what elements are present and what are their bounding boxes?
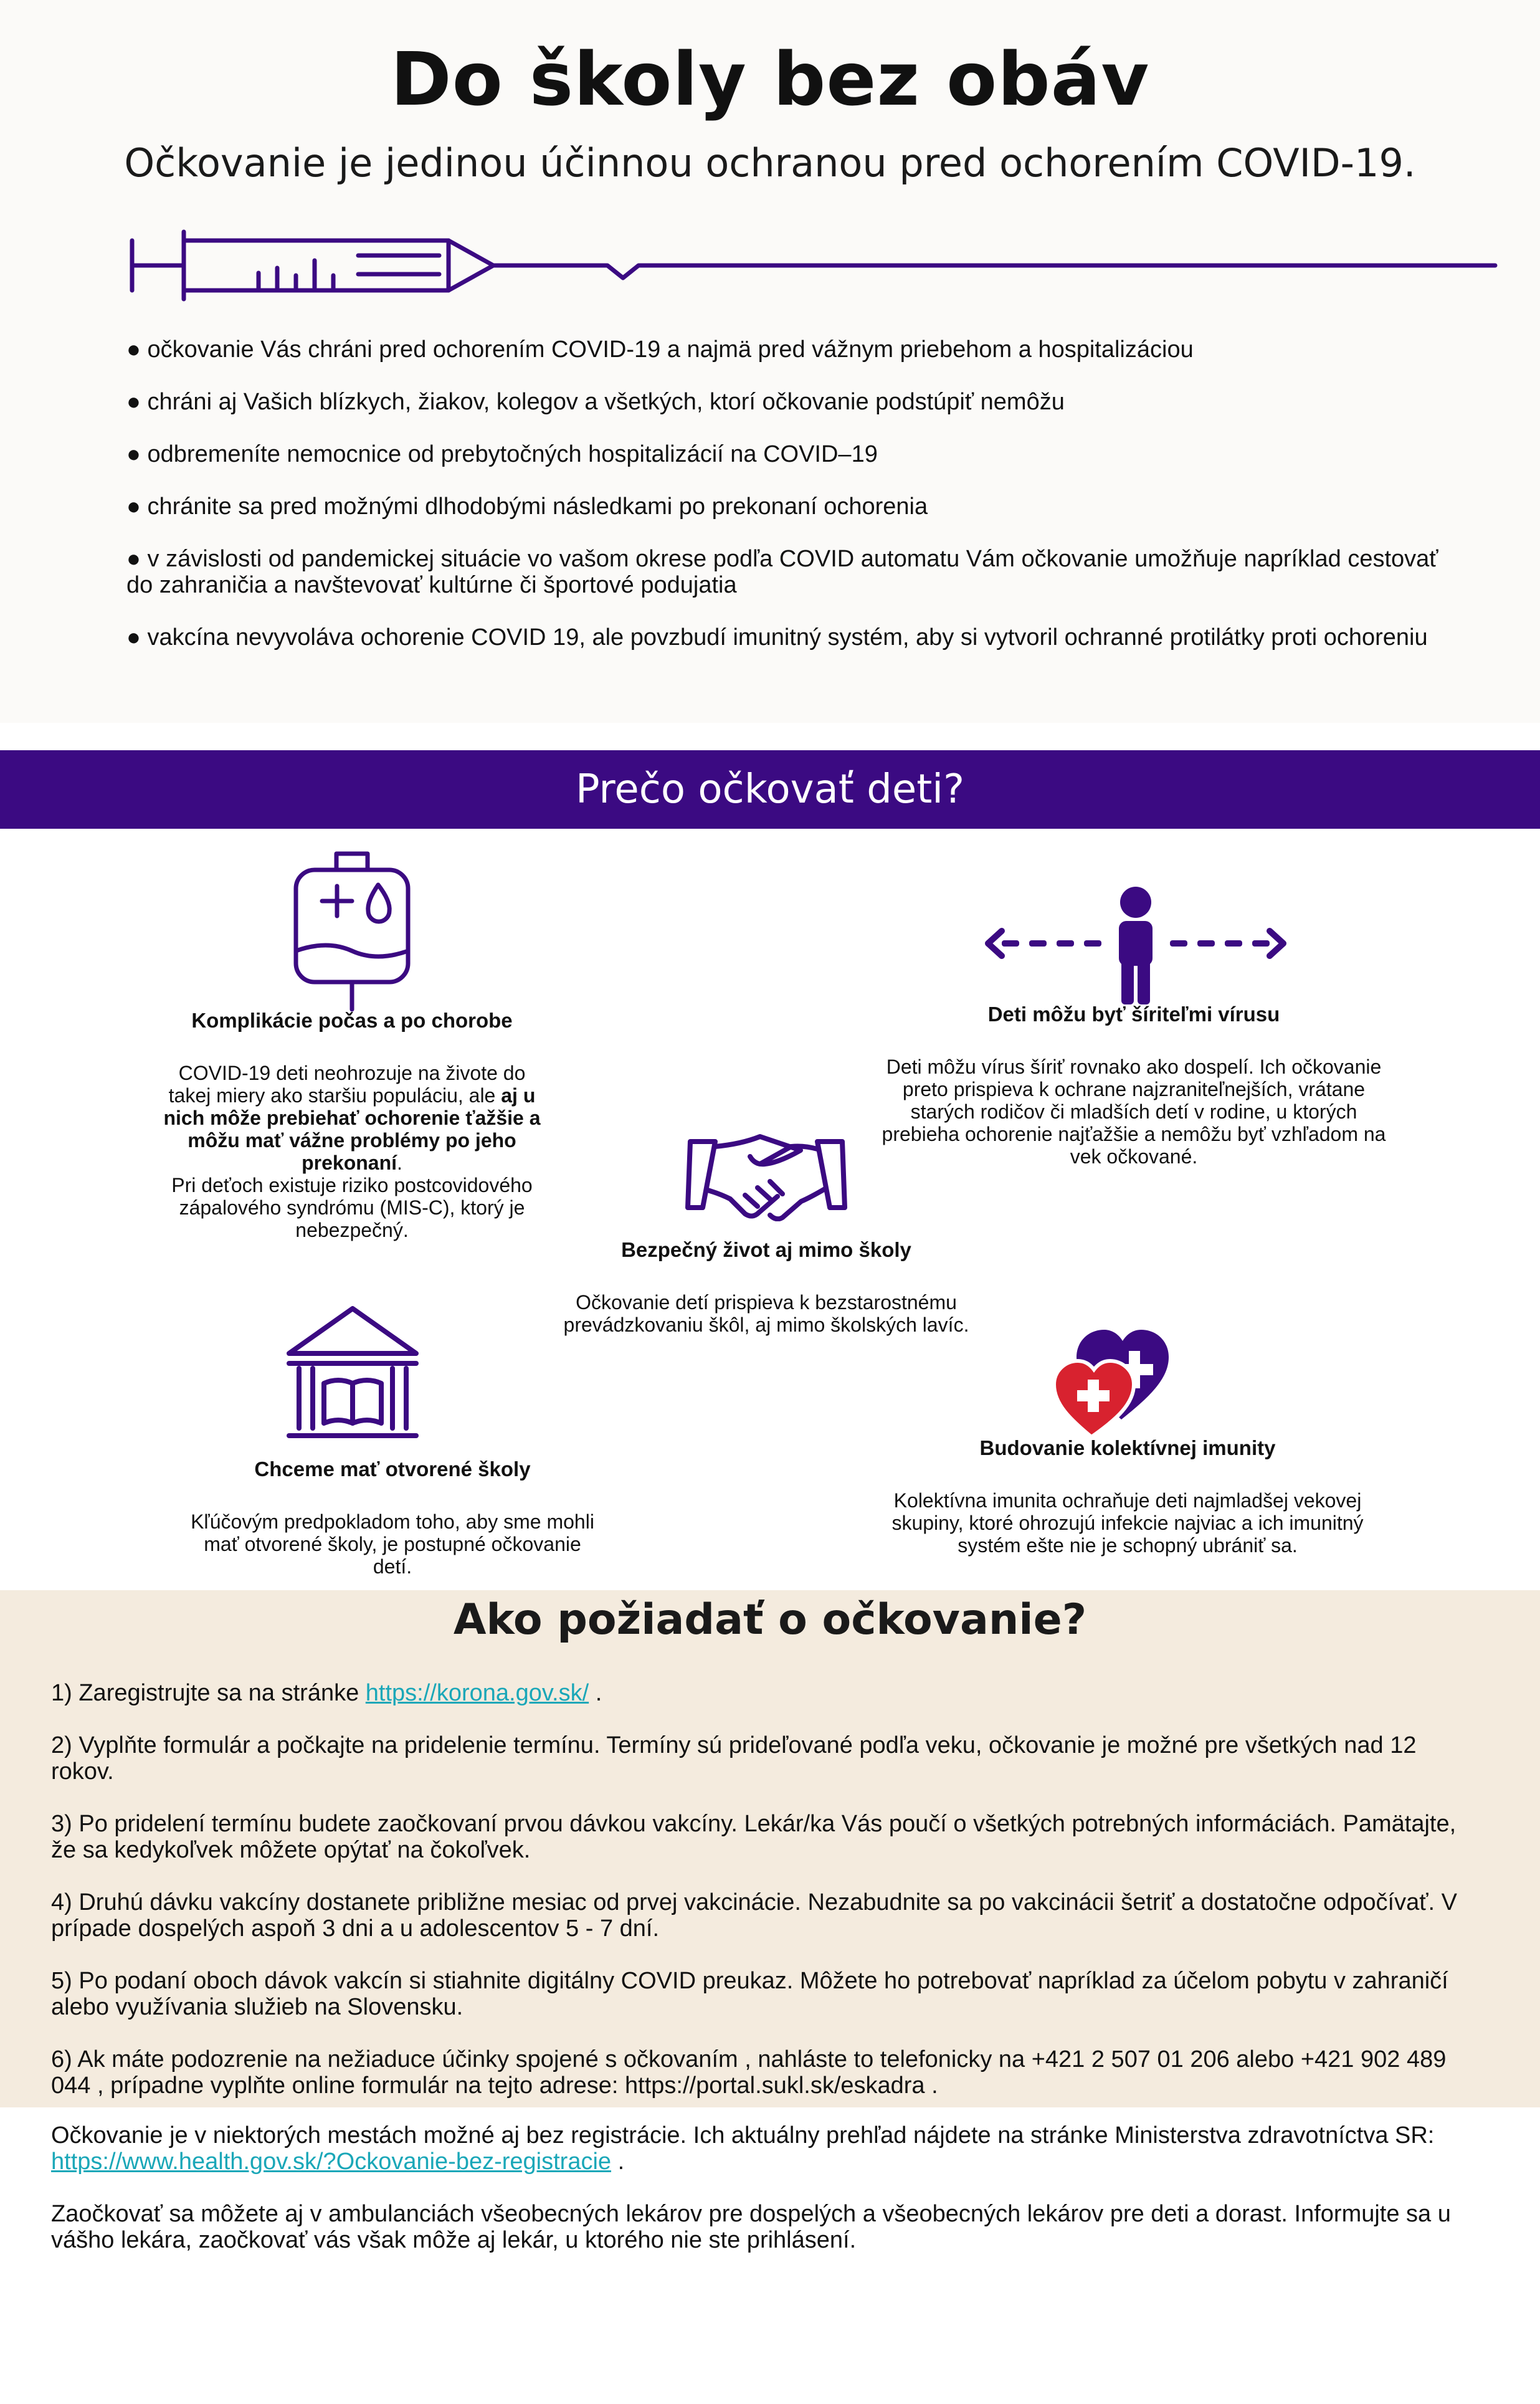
step-6: 6) Ak máte podozrenie na nežiaduce účinky spojené s očkovaním , nahláste to telefonicky na +421 2 507 01 206 alebo +421 902 489 044 , prípadne vyplňte online formulár na tejto adrese: https://portal.sukl.sk/eskadra . bbox=[51, 2046, 1447, 2099]
card-complications-text-part: COVID-19 deti neohrozuje na živote do takej miery ako staršiu populáciu, ale bbox=[168, 1062, 526, 1107]
step-3: 3) Po pridelení termínu budete zaočkovaní prvou dávkou vakcíny. Lekár/ka Vás poučí o všetkých potrebných informáciách. Pamätajte, že sa kedykoľvek môžete opýtať na čokoľvek. bbox=[51, 1811, 1457, 1863]
card-safe-text: Očkovanie detí prispieva k bezstarostnému prevádzkovaniu škôl, aj mimo školských lavíc. bbox=[563, 1291, 969, 1336]
page-subtitle: Očkovanie je jedinou účinnou ochranou pred ochorením COVID-19. bbox=[124, 140, 1416, 186]
step-4: 4) Druhú dávku vakcíny dostanete približne mesiac od prvej vakcinácie. Nezabudnite sa po vakcinácii šetriť a dostatočne odpočívať. V prípade dospelých aspoň 3 dni a u adolescentov 5 - 7 dní. bbox=[51, 1889, 1457, 1942]
card-immunity bbox=[891, 1437, 1364, 1557]
footer-p1-end: . bbox=[611, 2149, 625, 2175]
step-2: 2) Vyplňte formulár a počkajte na pridelenie termínu. Termíny sú prideľované podľa veku, očkovanie je možné pre všetkých nad 12 rokov. bbox=[51, 1732, 1417, 1785]
card-spreaders-text: Deti môžu vírus šíriť rovnako ako dospelí. Ich očkovanie preto prispieva k ochrane najzraniteľnejších, vrátane starých rodičov či mladších detí v rodine, u ktorých prebieha ochorenie najťažšie a nemôžu byť vzhľadom na vek očkované. bbox=[882, 1056, 1386, 1168]
iv-bag-icon bbox=[290, 846, 414, 1016]
benefit-item: ● očkovanie Vás chráni pred ochorením COVID-19 a najmä pred vážnym priebehom a hospitalizáciou bbox=[126, 336, 1194, 363]
card-complications-heading: Komplikácie počas a po chorobe bbox=[191, 1009, 513, 1032]
footer-paragraph-1 bbox=[51, 2122, 1478, 2175]
building-icon bbox=[284, 1304, 421, 1442]
benefit-item: ● odbremeníte nemocnice od prebytočných hospitalizácií na COVID–19 bbox=[126, 441, 878, 467]
benefit-item: ● v závislosti od pandemickej situácie vo vašom okrese podľa COVID automatu Vám očkovanie umožňuje napríklad cestovať do zahraničia a navštevovať kultúrne či športové podujatia bbox=[126, 546, 1438, 598]
page-title: Do školy bez obáv bbox=[390, 36, 1150, 122]
benefit-item: ● vakcína nevyvoláva ochorenie COVID 19, ale povzbudí imunitný systém, aby si vytvoril ochranné protilátky proti ochoreniu bbox=[126, 624, 1428, 651]
why-title: Prečo očkovať deti? bbox=[575, 766, 965, 813]
card-open-schools-text: Kľúčovým predpokladom toho, aby sme mohli mať otvorené školy, je postupné očkovanie detí. bbox=[191, 1510, 594, 1578]
card-spreaders-heading: Deti môžu byť šíriteľmi vírusu bbox=[987, 1003, 1280, 1026]
benefit-item: ● chránite sa pred možnými dlhodobými následkami po prekonaní ochorenia bbox=[126, 494, 928, 520]
steps-list bbox=[51, 1680, 1478, 2125]
card-immunity-text: Kolektívna imunita ochraňuje deti najmladšej vekovej skupiny, ktoré ohrozujú infekcie najviac a ich imunitný systém ešte nie je schopný ubrániť sa. bbox=[891, 1489, 1364, 1557]
card-spreaders bbox=[882, 1003, 1386, 1168]
why-banner bbox=[0, 750, 1540, 829]
card-safe bbox=[530, 1239, 1003, 1336]
footer-p1-text: Očkovanie je v niektorých mestách možné aj bez registrácie. Ich aktuálny prehľad nájdete na stránke Ministerstva zdravotníctva SR: bbox=[51, 2122, 1435, 2149]
person-arrows-icon bbox=[983, 884, 1288, 1007]
step-1-end: . bbox=[589, 1680, 602, 1706]
hearts-icon bbox=[1047, 1320, 1190, 1438]
handshake-icon bbox=[685, 1128, 847, 1221]
health-gov-link[interactable]: https://www.health.gov.sk/?Ockovanie-bez-registracie bbox=[51, 2149, 612, 2175]
step-1 bbox=[51, 1680, 1478, 1706]
korona-link[interactable]: https://korona.gov.sk/ bbox=[365, 1680, 589, 1706]
step-1-text: 1) Zaregistrujte sa na stránke bbox=[51, 1680, 366, 1706]
card-open-schools bbox=[187, 1458, 598, 1578]
footer-notes bbox=[51, 2122, 1478, 2279]
step-5: 5) Po podaní oboch dávok vakcín si stiahnite digitálny COVID preukaz. Môžete ho potrebovať napríklad za účelom pobytu v zahraničí alebo využívania služieb na Slovensku. bbox=[51, 1968, 1448, 2020]
card-complications-text2: Pri deťoch existuje riziko postcovidového zápalového syndrómu (MIS-C), ktorý je nebezpečný. bbox=[171, 1174, 533, 1241]
how-title: Ako požiadať o očkovanie? bbox=[453, 1595, 1087, 1644]
card-complications bbox=[156, 1009, 548, 1241]
card-complications-text bbox=[156, 1062, 548, 1174]
card-immunity-heading: Budovanie kolektívnej imunity bbox=[979, 1436, 1276, 1459]
card-open-schools-heading: Chceme mať otvorené školy bbox=[254, 1457, 531, 1481]
benefit-item: ● chráni aj Vašich blízkych, žiakov, kolegov a všetkých, ktorí očkovanie podstúpiť nemôžu bbox=[126, 389, 1065, 415]
benefits-list bbox=[126, 336, 1466, 677]
card-complications-text-bold: aj u nich môže prebiehať ochorenie ťažšie a môžu mať vážne problémy po jeho prekonaní bbox=[163, 1084, 541, 1174]
card-complications-text-end: . bbox=[397, 1152, 402, 1174]
syringe-icon bbox=[125, 223, 1501, 310]
card-safe-heading: Bezpečný život aj mimo školy bbox=[621, 1238, 911, 1261]
footer-paragraph-2: Zaočkovať sa môžete aj v ambulanciách všeobecných lekárov pre dospelých a všeobecných lekárov pre deti a dorast. Informujte sa u vášho lekára, zaočkovať vás však môže aj lekár, u ktorého nie ste prihlásení. bbox=[51, 2201, 1451, 2253]
